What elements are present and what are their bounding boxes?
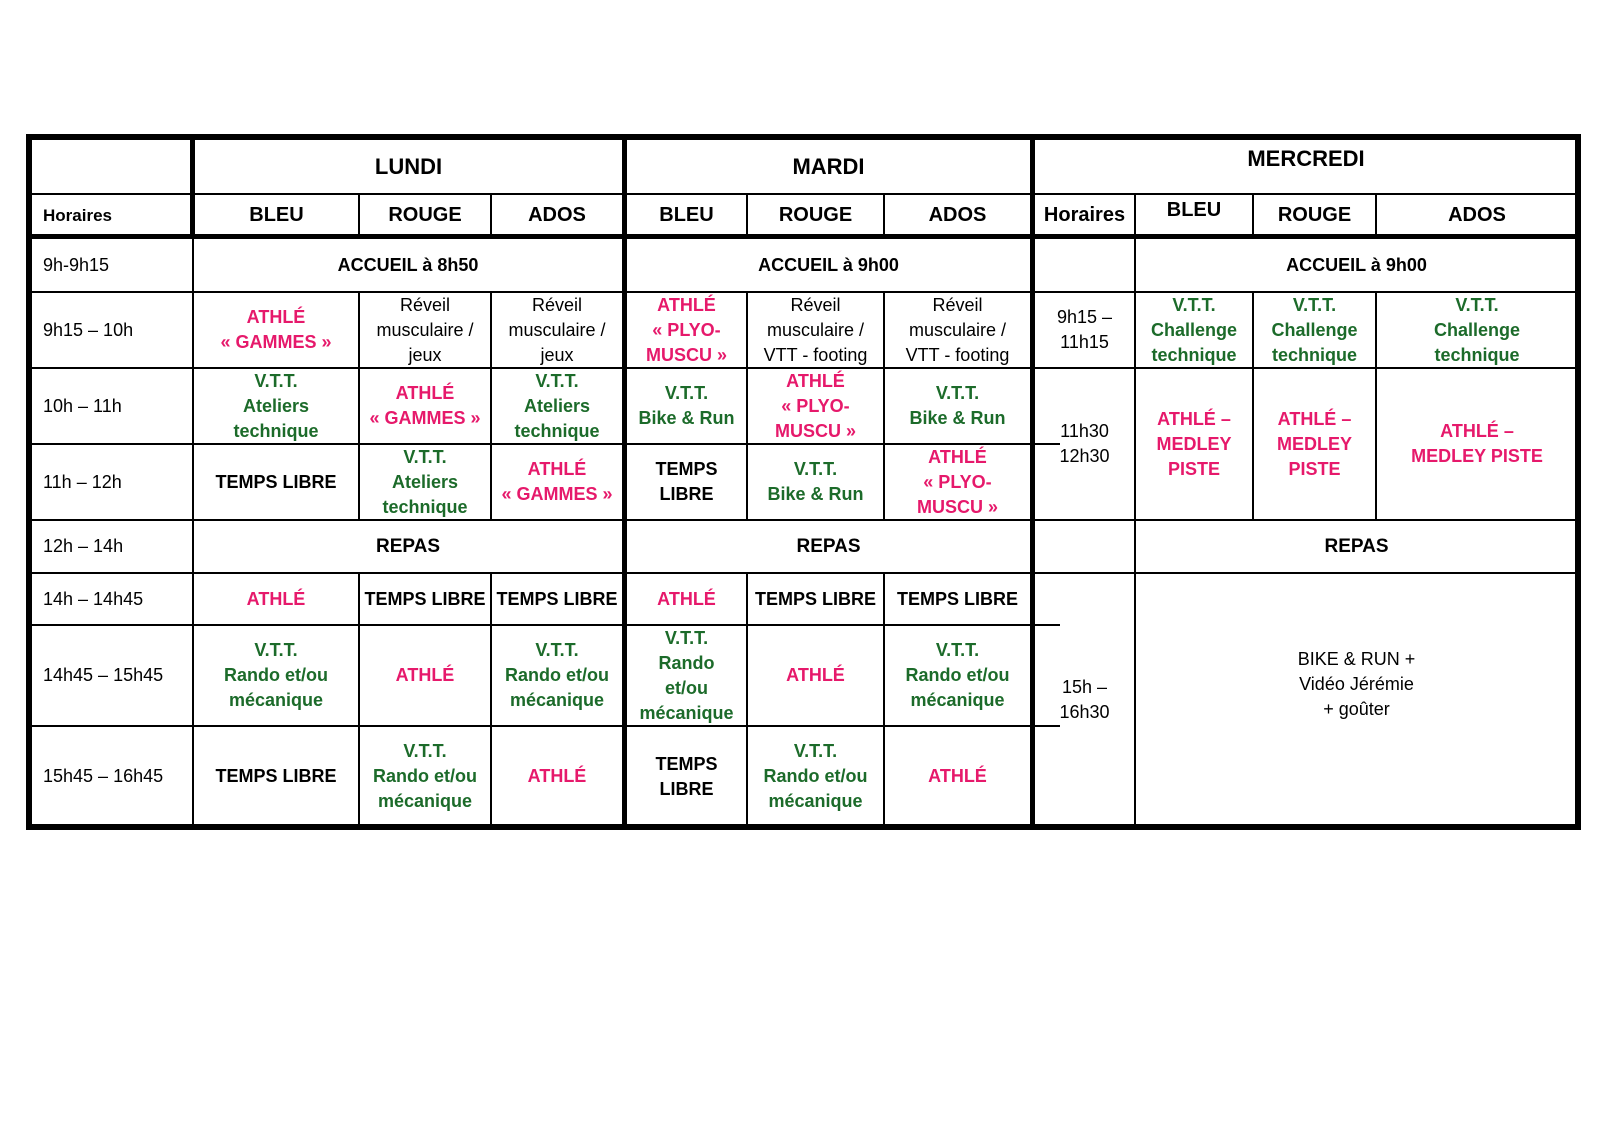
mardi-bleu-activity: TEMPS LIBRE xyxy=(655,459,718,504)
group-header-bleu: BLEU xyxy=(659,203,714,226)
lundi-bleu-activity: TEMPS LIBRE xyxy=(215,766,337,786)
lundi-rouge-activity: Réveil musculaire / jeux xyxy=(376,294,474,365)
mercredi-time-slot: 15h – 16h30 xyxy=(1059,677,1110,722)
repas-mardi: REPAS xyxy=(796,536,861,557)
accueil-mardi: ACCUEIL à 9h00 xyxy=(758,254,899,275)
lundi-ados-activity: V.T.T. Ateliers technique xyxy=(514,370,600,441)
group-header-bleu: BLEU xyxy=(249,203,304,226)
repas-mercredi: REPAS xyxy=(1324,536,1389,557)
lundi-bleu-activity: TEMPS LIBRE xyxy=(215,471,337,492)
group-header-rouge: ROUGE xyxy=(778,203,853,226)
time-slot: 14h – 14h45 xyxy=(43,588,144,609)
schedule-table xyxy=(26,134,1581,830)
mardi-bleu-activity: V.T.T. Bike & Run xyxy=(638,383,735,428)
mardi-bleu-activity: V.T.T. Rando et/ou mécanique xyxy=(639,627,734,723)
lundi-bleu-activity: V.T.T. Ateliers technique xyxy=(233,370,319,441)
lundi-ados-activity: V.T.T. Rando et/ou mécanique xyxy=(505,640,609,710)
mardi-ados-activity: TEMPS LIBRE xyxy=(896,588,1018,609)
group-header-ados: ADOS xyxy=(528,203,586,226)
mardi-bleu-activity: ATHLÉ « PLYO- MUSCU » xyxy=(645,294,727,365)
lundi-rouge-activity: V.T.T. Ateliers technique xyxy=(382,446,468,517)
mercredi-time-slot: 11h30 12h30 xyxy=(1059,421,1110,466)
mercredi-ados-activity: V.T.T. Challenge technique xyxy=(1433,294,1521,365)
mercredi-bleu-activity: V.T.T. Challenge technique xyxy=(1150,294,1238,365)
group-header-rouge: ROUGE xyxy=(388,203,462,226)
mercredi-rouge-activity: ATHLÉ – MEDLEY PISTE xyxy=(1276,408,1352,479)
day-header-mardi: MARDI xyxy=(792,154,865,179)
lundi-rouge-activity: ATHLÉ xyxy=(395,665,455,685)
group-header-bleu: BLEU xyxy=(1166,198,1222,221)
day-header-lundi: LUNDI xyxy=(374,154,443,179)
mardi-ados-activity: V.T.T. Rando et/ou mécanique xyxy=(905,640,1010,710)
mardi-rouge-activity: Réveil musculaire / VTT - footing xyxy=(763,294,868,365)
lundi-rouge-activity: ATHLÉ « GAMMES » xyxy=(369,383,481,428)
mardi-ados-activity: ATHLÉ « PLYO- MUSCU » xyxy=(916,446,998,517)
mardi-rouge-activity: ATHLÉ xyxy=(786,665,845,685)
day-header-mercredi: MERCREDI xyxy=(1247,145,1365,171)
lundi-rouge-activity: TEMPS LIBRE xyxy=(364,588,486,609)
lundi-rouge-activity: V.T.T. Rando et/ou mécanique xyxy=(373,741,477,811)
lundi-ados-activity: ATHLÉ « GAMMES » xyxy=(501,459,613,504)
horaires-label: Horaires xyxy=(43,205,112,225)
group-header-ados: ADOS xyxy=(1448,203,1506,226)
accueil-lundi: ACCUEIL à 8h50 xyxy=(337,254,479,275)
mercredi-ados-activity: ATHLÉ – MEDLEY PISTE xyxy=(1411,421,1543,466)
mardi-ados-activity: Réveil musculaire / VTT - footing xyxy=(905,294,1010,365)
lundi-ados-activity: ATHLÉ xyxy=(527,766,587,786)
time-slot: 9h15 – 10h xyxy=(43,319,134,340)
mardi-rouge-activity: V.T.T. Rando et/ou mécanique xyxy=(763,741,868,811)
mercredi-bleu-activity: ATHLÉ – MEDLEY PISTE xyxy=(1156,408,1232,479)
mercredi-time-slot: 9h15 – 11h15 xyxy=(1056,307,1113,352)
mercredi-afternoon-activity: BIKE & RUN + Vidéo Jérémie + goûter xyxy=(1297,648,1416,719)
lundi-ados-activity: Réveil musculaire / jeux xyxy=(508,294,606,365)
time-slot: 11h – 12h xyxy=(43,471,122,492)
mercredi-rouge-activity: V.T.T. Challenge technique xyxy=(1271,294,1358,365)
time-slot: 12h – 14h xyxy=(43,536,124,556)
group-header-ados: ADOS xyxy=(928,203,987,226)
mardi-rouge-activity: TEMPS LIBRE xyxy=(754,588,876,609)
mardi-bleu-activity: ATHLÉ xyxy=(657,588,716,609)
time-slot: 14h45 – 15h45 xyxy=(43,665,164,685)
repas-lundi: REPAS xyxy=(375,536,441,557)
horaires-label-mercredi: Horaires xyxy=(1043,203,1126,226)
time-slot: 9h-9h15 xyxy=(43,254,110,275)
mardi-bleu-activity: TEMPS LIBRE xyxy=(655,753,718,799)
accueil-mercredi: ACCUEIL à 9h00 xyxy=(1286,254,1427,275)
time-slot: 15h45 – 16h45 xyxy=(43,766,164,786)
mardi-rouge-activity: ATHLÉ « PLYO- MUSCU » xyxy=(774,370,856,441)
time-slot: 10h – 11h xyxy=(43,395,122,416)
mardi-ados-activity: V.T.T. Bike & Run xyxy=(909,383,1006,428)
lundi-bleu-activity: ATHLÉ xyxy=(246,588,306,609)
group-header-rouge: ROUGE xyxy=(1277,203,1352,226)
mardi-ados-activity: ATHLÉ xyxy=(928,766,987,786)
mardi-rouge-activity: V.T.T. Bike & Run xyxy=(767,459,864,504)
lundi-bleu-activity: ATHLÉ « GAMMES » xyxy=(220,307,332,352)
lundi-bleu-activity: V.T.T. Rando et/ou mécanique xyxy=(224,640,328,710)
lundi-ados-activity: TEMPS LIBRE xyxy=(496,588,618,609)
